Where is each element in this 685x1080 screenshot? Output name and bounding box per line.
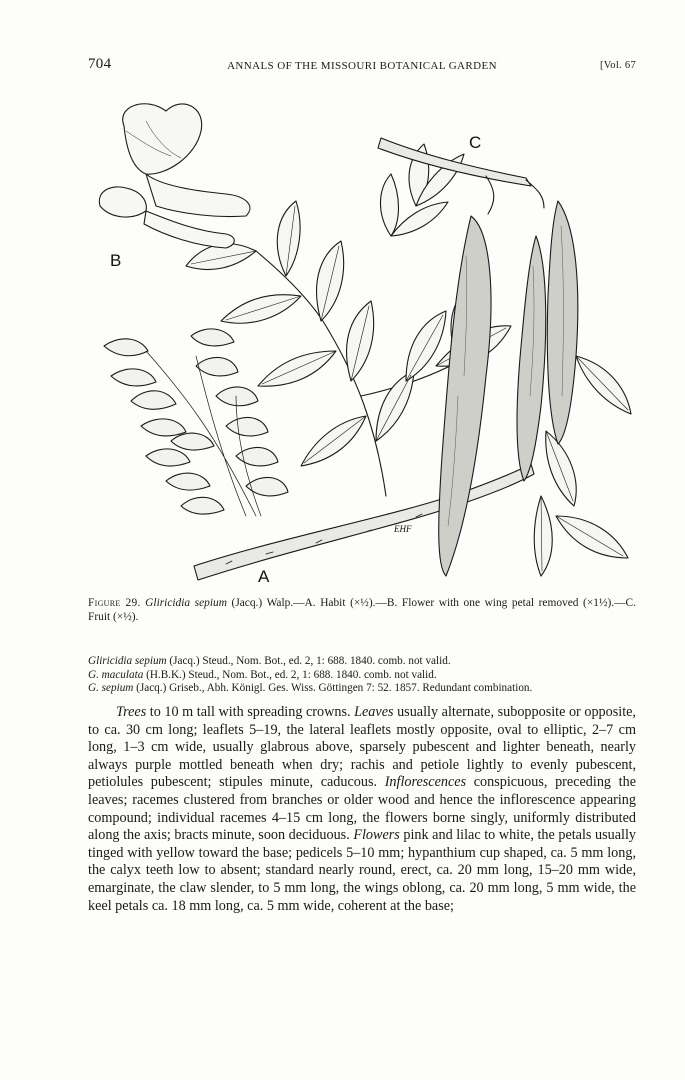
botanical-illustration xyxy=(86,96,642,592)
pod-2 xyxy=(517,236,546,481)
synonym-name: Gliricidia sepium xyxy=(88,655,167,667)
figure-caption xyxy=(88,596,636,624)
label-c: C xyxy=(469,133,482,152)
synonym-citation: (H.B.K.) Steud., Nom. Bot., ed. 2, 1: 688. 1840. comb. not valid. xyxy=(143,668,437,681)
text-flowers: pink and lilac to white, the petals usually tinged with yellow toward the base; pedicels 5–10 mm; hypanthium cup shaped, ca. 5 mm long, the calyx teeth low to absent; standard nearly round, erect, ca. 20 mm long, 15–20 mm wide, emarginate, the claw slender, to 5 mm long, the wings oblong, ca. 20 mm long, 5 mm wide, the keel petals ca. 18 mm long, ca. 5 mm wide, coherent at the base; xyxy=(88,827,636,914)
synonym-entry xyxy=(88,682,636,696)
journal-title: ANNALS OF THE MISSOURI BOTANICAL GARDEN xyxy=(227,60,497,72)
synonym-entry xyxy=(88,669,636,683)
text-trees: to 10 m tall with spreading crowns. xyxy=(146,704,355,720)
species-description xyxy=(88,704,636,915)
synonym-citation: (Jacq.) Steud., Nom. Bot., ed. 2, 1: 688. 1840. comb. not valid. xyxy=(166,655,451,667)
synonym-name: G. sepium xyxy=(88,682,134,694)
main-branch xyxy=(194,464,534,580)
label-b: B xyxy=(110,251,122,270)
pod-3 xyxy=(547,201,578,444)
term-trees: Trees xyxy=(116,704,147,720)
caption-text: (Jacq.) Walp.—A. Habit (×½).—B. Flower with one wing petal removed (×1½).—C. Fruit (×½). xyxy=(88,597,636,623)
illustration-drawing xyxy=(86,96,642,592)
synonymy-list xyxy=(88,655,636,696)
volume-number: [Vol. 67 xyxy=(599,60,636,71)
page-number: 704 xyxy=(88,56,112,72)
term-flowers: Flowers xyxy=(353,827,400,844)
pod-1 xyxy=(439,216,491,576)
synonym-name: G. maculata xyxy=(88,668,144,681)
running-head xyxy=(88,58,636,78)
term-leaves: Leaves xyxy=(354,704,394,720)
synonym-citation: (Jacq.) Griseb., Abh. Königl. Ges. Wiss. Göttingen 7: 52. 1857. Redundant combination. xyxy=(133,682,533,694)
synonym-entry xyxy=(88,655,636,669)
seed-pods xyxy=(439,201,578,576)
caption-species: Gliricidia sepium xyxy=(145,597,227,609)
fruit-twig xyxy=(378,138,531,186)
illustrator-initials: EHF xyxy=(394,524,412,534)
term-inflorescences: Inflorescences xyxy=(384,774,467,791)
label-a: A xyxy=(258,567,270,586)
figure-label: Figure 29. xyxy=(88,597,141,609)
text-leaves: usually alternate, subopposite or opposite, to ca. 30 cm long; leaflets 5–19, the lateral leaflets mostly opposite, oval to elliptic, 2–7 cm long, 1–3 cm wide, usually glabrous above, sparsely pubescent and lighter beneath, nearly always purple mottled beneath when dry; rachis and petiole lightly to evenly pubescent, petiolules pubescent; stipules minute, caducous. xyxy=(88,704,636,791)
text-inflorescences: conspicuous, preceding the leaves; racemes clustered from branches or older wood and hence the inflorescence appearing compound; individual racemes 4–15 cm long, the flowers borne singly, uniformly distributed along the axis; bracts minute, soon deciduous. xyxy=(88,774,636,844)
enlarged-flower xyxy=(99,104,250,248)
